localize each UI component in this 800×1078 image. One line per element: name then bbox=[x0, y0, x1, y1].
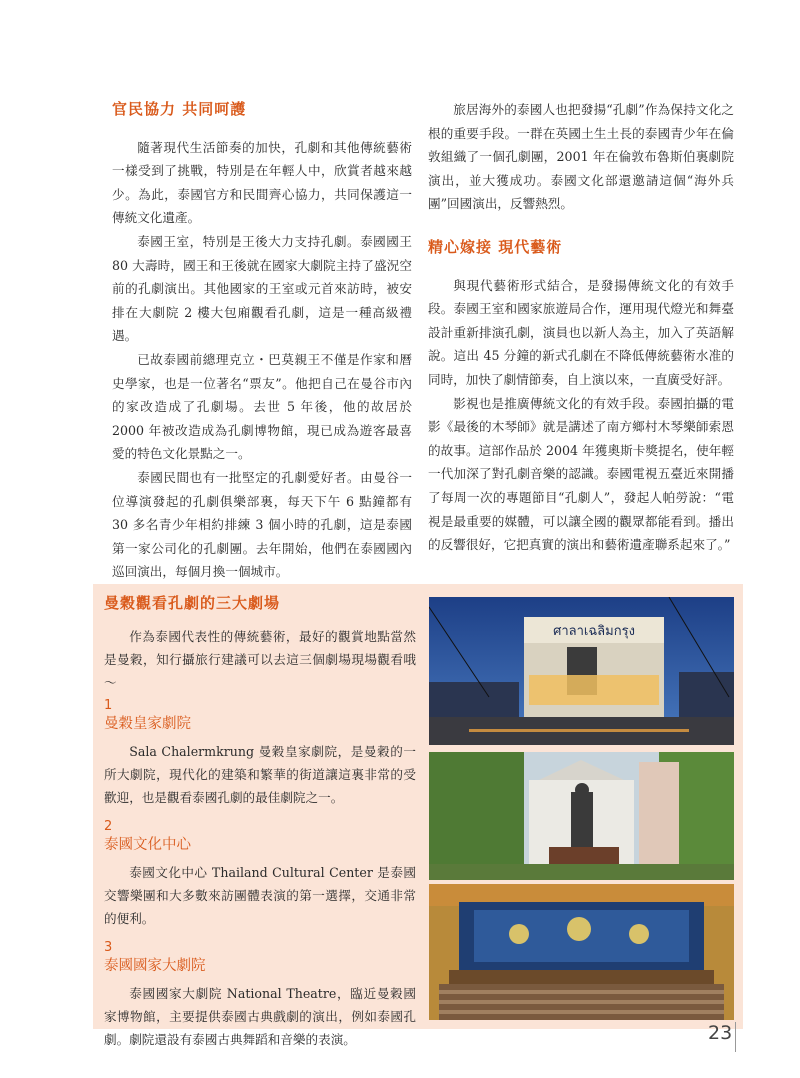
venue-description: 泰國文化中心 Thailand Cultural Center 是泰國交響樂團和大多數來訪團體表演的第一選擇，交通非常的便利。 bbox=[104, 865, 416, 926]
sidebar-text bbox=[104, 625, 416, 1051]
theatre-sign: ศาลาเฉลิมกรุง bbox=[553, 624, 635, 639]
venue-number: 3 bbox=[104, 940, 113, 955]
section-title-cooperation: 官民協力 共同呵護 bbox=[112, 100, 247, 118]
left-column bbox=[112, 98, 412, 584]
paragraph: 泰國王室，特別是王後大力支持孔劇。泰國國王 80 大壽時，國王和王後就在國家大劇院主持了盛況空前的孔劇演出。其他國家的王室或元首來訪時，被安排在大劇院 2 樓大包廂觀看孔劇，這是一種高級禮遇。 bbox=[112, 233, 412, 344]
photo-royal-theatre bbox=[429, 597, 734, 745]
paragraph: 影視也是推廣傳統文化的有效手段。泰國拍攝的電影《最後的木琴師》就是講述了南方鄉村木琴樂師索恩的故事。這部作品於 2004 年獲奧斯卡獎提名，使年輕一代加深了對孔劇音樂的認識。泰國電視五臺近來開播了每周一次的專題節目“孔劇人”，發起人帕勞說：“電視是最重要的媒體，可以讓全國的觀眾都能看到。播出的反響很好，它把真實的演出和藝術遺產聯系起來了。” bbox=[428, 395, 734, 553]
sidebar-title: 曼穀觀看孔劇的三大劇場 bbox=[104, 594, 281, 612]
photo-national-theatre bbox=[429, 884, 734, 1020]
paragraph: 與現代藝術形式結合，是發揚傳統文化的有效手段。泰國王室和國家旅遊局合作，運用現代燈光和舞臺設計重新排演孔劇，演員也以新人為主，加入了英語解說。這出 45 分鐘的新式孔劇在不降低傳統藝術水准的同時，加快了劇情節奏，自上演以來，一直廣受好評。 bbox=[428, 277, 734, 387]
page-number-rule bbox=[735, 1022, 736, 1052]
paragraph: 泰國民間也有一批堅定的孔劇愛好者。由曼谷一位導演發起的孔劇俱樂部裏，每天下午 6 點鐘都有 30 多名青少年相約排練 3 個小時的孔劇，這是泰國第一家公司化的孔劇團。去年開始，他們在泰國國內巡回演出，每個月換一個城市。 bbox=[112, 469, 412, 580]
sidebar-intro: 作為泰國代表性的傳統藝術，最好的觀賞地點當然是曼穀，知行攝旅行建議可以去這三個劇場現場觀看哦～ bbox=[104, 629, 416, 690]
venue-description: Sala Chalermkrung 曼穀皇家劇院，是曼穀的一所大劇院，現代化的建築和繁華的街道讓這裏非常的受歡迎，也是觀看泰國孔劇的最佳劇院之一。 bbox=[104, 744, 416, 805]
paragraph: 已故泰國前總理克立・巴莫親王不僅是作家和曆史學家，也是一位著名“票友”。他把自己在曼谷市內的家改造成了孔劇場。去世 5 年後，他的故居於 2000 年被改造成為孔劇博物館，現已成為遊客最喜愛的特色文化景點之一。 bbox=[112, 351, 412, 462]
paragraph: 隨著現代生活節奏的加快，孔劇和其他傳統藝術一樣受到了挑戰，特別是在年輕人中，欣賞者越來越少。為此，泰國官方和民間齊心協力，共同保護這一傳統文化遺產。 bbox=[112, 139, 412, 226]
venue-description: 泰國國家大劇院 National Theatre，臨近曼穀國家博物館，主要提供泰國古典戲劇的演出，例如泰國孔劇。劇院還設有泰國古典舞蹈和音樂的表演。 bbox=[104, 986, 416, 1047]
venue-number: 2 bbox=[104, 819, 113, 834]
photo-cultural-center bbox=[429, 752, 734, 880]
venue-name: 曼穀皇家劇院 bbox=[104, 716, 191, 732]
venue-name: 泰國文化中心 bbox=[104, 837, 191, 853]
venue-name: 泰國國家大劇院 bbox=[104, 958, 206, 974]
paragraph: 旅居海外的泰國人也把發揚“孔劇”作為保持文化之根的重要手段。一群在英國土生土長的泰國青少年在倫敦組織了一個孔劇團，2001 年在倫敦布魯斯伯裏劇院演出，並大獲成功。泰國文化部還邀請這個“海外兵團”回國演出，反響熱烈。 bbox=[428, 102, 734, 212]
section-title-modern-art: 精心嫁接 現代藝術 bbox=[428, 237, 563, 256]
right-column bbox=[428, 98, 734, 557]
page-number: 23 bbox=[708, 1022, 733, 1044]
venue-number: 1 bbox=[104, 698, 113, 713]
